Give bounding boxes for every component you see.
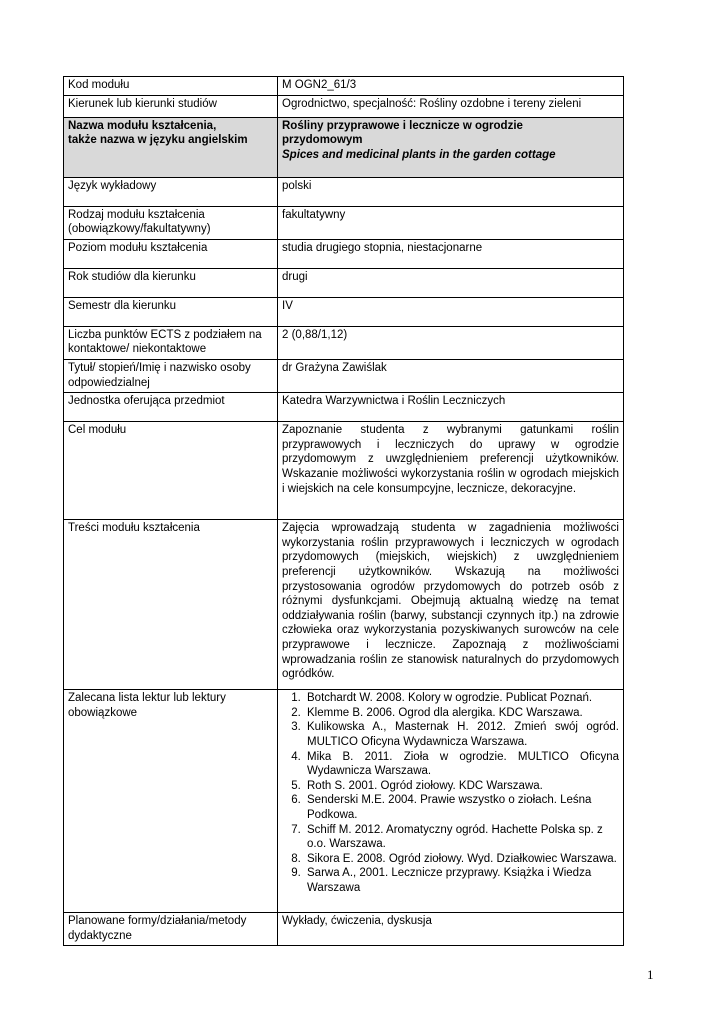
- value-ects: 2 (0,88/1,12): [278, 326, 624, 359]
- label-readings: Zalecana lista lektur lub lektury obowiązkowe: [64, 690, 278, 913]
- row-module-type: [64, 206, 624, 239]
- value-responsible-person: dr Grażyna Zawiślak: [278, 359, 624, 392]
- module-name-english: Spices and medicinal plants in the garden cottage: [282, 148, 556, 161]
- label-teaching-methods: Planowane formy/działania/metody dydaktyczne: [64, 913, 278, 946]
- value-module-content: Zajęcia wprowadzają studenta w zagadnienia możliwości wykorzystania roślin przyprawowych i leczniczych w ogrodach przydomowych (miejskich, wiejskich) z uwzględnieniem preferencji użytkowników. Wskazują na możliwości przystosowania ogrodów przydomowych do potrzeb osób z różnymi dysfunkcjami. Obejmują aktualną wiedzę na temat oddziaływania roślin (barwy, substancji czynnych itp.) na zdrowie człowieka oraz wykorzystania pozyskiwanych surowców na cele przyprawowe i lecznicze. Zapoznają z możliwościami wprowadzania roślin ze stanowisk naturalnych do przydomowych ogródków.: [278, 520, 624, 690]
- label-field-of-study: Kierunek lub kierunki studiów: [64, 95, 278, 117]
- reading-item: 6. Senderski M.E. 2004. Prawie wszystko o ziołach. Leśna Podkowa.: [304, 793, 619, 822]
- label-unit: Jednostka oferująca przedmiot: [64, 393, 278, 422]
- value-module-name: [278, 117, 624, 177]
- label-module-content: Treści modułu kształcenia: [64, 520, 278, 690]
- page-number: 1: [647, 967, 654, 982]
- label-module-level: Poziom modułu kształcenia: [64, 239, 278, 268]
- value-module-type: fakultatywny: [278, 206, 624, 239]
- row-ects: [64, 326, 624, 359]
- label-semester: Semestr dla kierunku: [64, 297, 278, 326]
- row-module-goal: [64, 422, 624, 520]
- module-name-polish-line1: Rośliny przyprawowe i lecznicze w ogrodzie: [282, 119, 523, 132]
- value-field-of-study: Ogrodnictwo, specjalność: Rośliny ozdobne i tereny zieleni: [278, 95, 624, 117]
- label-module-code: Kod modułu: [64, 77, 278, 96]
- row-module-code: [64, 77, 624, 96]
- row-language: [64, 177, 624, 206]
- label-study-year: Rok studiów dla kierunku: [64, 268, 278, 297]
- row-unit: [64, 393, 624, 422]
- reading-item: 1. Botchardt W. 2008. Kolory w ogrodzie. Publicat Poznań.: [304, 691, 619, 706]
- label-module-type: Rodzaj modułu kształcenia (obowiązkowy/fakultatywny): [64, 206, 278, 239]
- value-module-level: studia drugiego stopnia, niestacjonarne: [278, 239, 624, 268]
- row-responsible-person: [64, 359, 624, 392]
- label-module-goal: Cel modułu: [64, 422, 278, 520]
- row-teaching-methods: [64, 913, 624, 946]
- module-name-polish-line2: przydomowym: [282, 134, 363, 147]
- value-unit: Katedra Warzywnictwa i Roślin Leczniczych: [278, 393, 624, 422]
- reading-item: 5. Roth S. 2001. Ogród ziołowy. KDC Warszawa.: [304, 779, 619, 794]
- label-module-name-line1: Nazwa modułu kształcenia,: [68, 119, 217, 132]
- reading-item: 2. Klemme B. 2006. Ogrod dla alergika. KDC Warszawa.: [304, 706, 619, 721]
- reading-item: 9. Sarwa A., 2001. Lecznicze przyprawy. Książka i Wiedza Warszawa: [304, 866, 619, 895]
- label-language: Język wykładowy: [64, 177, 278, 206]
- label-responsible-person: Tytuł/ stopień/Imię i nazwisko osoby odpowiedzialnej: [64, 359, 278, 392]
- module-description-table: [63, 76, 624, 946]
- value-module-goal: Zapoznanie studenta z wybranymi gatunkami roślin przyprawowych i leczniczych do uprawy w ogrodzie przydomowym z uwzględnieniem preferencji użytkowników. Wskazanie możliwości wykorzystania roślin w ogrodach miejskich i wiejskich na cele konsumpcyjne, lecznicze, dekoracyjne.: [278, 422, 624, 520]
- value-readings: [278, 690, 624, 913]
- value-semester: IV: [278, 297, 624, 326]
- row-readings: [64, 690, 624, 913]
- value-study-year: drugi: [278, 268, 624, 297]
- label-ects: Liczba punktów ECTS z podziałem na kontaktowe/ niekontaktowe: [64, 326, 278, 359]
- row-module-content: [64, 520, 624, 690]
- reading-item: 8. Sikora E. 2008. Ogród ziołowy. Wyd. Działkowiec Warszawa.: [304, 852, 619, 867]
- value-module-code: M OGN2_61/3: [278, 77, 624, 96]
- reading-item: 3. Kulikowska A., Masternak H. 2012. Zmień swój ogród. MULTICO Oficyna Wydawnicza Warszawa.: [304, 720, 619, 749]
- row-module-level: [64, 239, 624, 268]
- label-module-name: [64, 117, 278, 177]
- row-field-of-study: [64, 95, 624, 117]
- readings-list: [282, 691, 619, 895]
- label-module-name-line2: także nazwa w języku angielskim: [68, 134, 248, 147]
- row-semester: [64, 297, 624, 326]
- row-study-year: [64, 268, 624, 297]
- value-language: polski: [278, 177, 624, 206]
- value-teaching-methods: Wykłady, ćwiczenia, dyskusja: [278, 913, 624, 946]
- reading-item: 7. Schiff M. 2012. Aromatyczny ogród. Hachette Polska sp. z o.o. Warszawa.: [304, 823, 619, 852]
- reading-item: 4. Mika B. 2011. Zioła w ogrodzie. MULTICO Oficyna Wydawnicza Warszawa.: [304, 750, 619, 779]
- row-module-name: [64, 117, 624, 177]
